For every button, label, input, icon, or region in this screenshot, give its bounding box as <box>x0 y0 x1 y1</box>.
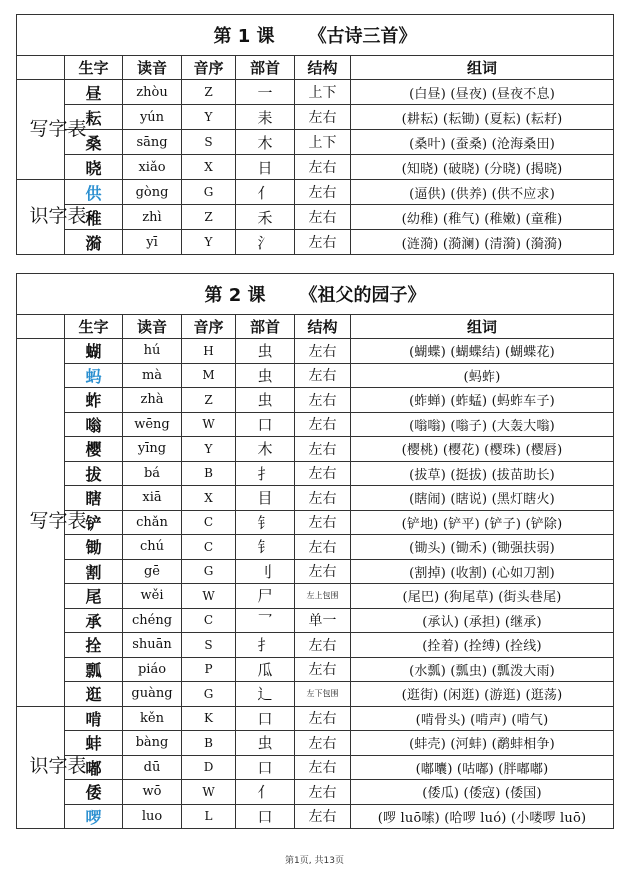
words-cell: (拴着) (拴缚) (拴线) <box>351 633 614 658</box>
radical-cell: 木 <box>236 437 295 462</box>
order-cell: K <box>182 706 236 731</box>
words-cell: (嗡嗡) (嗡子) (大轰大嗡) <box>351 412 614 437</box>
table-row <box>17 155 614 180</box>
words-cell: (割掉) (收割) (心如刀割) <box>351 559 614 584</box>
header-order: 音序 <box>182 315 236 339</box>
structure-cell: 左右 <box>295 105 351 130</box>
char-cell: 倭 <box>65 780 123 805</box>
char-cell: 拴 <box>65 633 123 658</box>
order-cell: X <box>182 155 236 180</box>
structure-cell: 左右 <box>295 180 351 205</box>
order-cell: G <box>182 180 236 205</box>
radical-cell: 虫 <box>236 363 295 388</box>
write-category: 写字表 <box>17 339 65 707</box>
pinyin-cell: xiā <box>123 486 182 511</box>
lesson-name: 《古诗三首》 <box>308 26 417 47</box>
table-row <box>17 412 614 437</box>
structure-cell: 左右 <box>295 731 351 756</box>
words-cell: (倭瓜) (倭寇) (倭国) <box>351 780 614 805</box>
radical-cell: 口 <box>236 755 295 780</box>
pinyin-cell: piáo <box>123 657 182 682</box>
order-cell: W <box>182 584 236 609</box>
order-cell: S <box>182 130 236 155</box>
pinyin-cell: hú <box>123 339 182 364</box>
char-cell: 供 <box>65 180 123 205</box>
recognize-category: 识字表 <box>17 180 65 255</box>
pinyin-cell: bá <box>123 461 182 486</box>
table-row <box>17 80 614 105</box>
pinyin-cell: chú <box>123 535 182 560</box>
words-cell: (桑叶) (蚕桑) (沧海桑田) <box>351 130 614 155</box>
pinyin-cell: luo <box>123 804 182 829</box>
table-row <box>17 706 614 731</box>
lesson-number: 第 1 课 <box>213 26 275 47</box>
structure-cell: 左右 <box>295 657 351 682</box>
table-row <box>17 755 614 780</box>
order-cell: G <box>182 682 236 707</box>
words-cell: (啰 luō嗦) (哈啰 luó) (小喽啰 luō) <box>351 804 614 829</box>
order-cell: Y <box>182 105 236 130</box>
structure-cell: 左下包围 <box>295 682 351 707</box>
pinyin-cell: yīng <box>123 437 182 462</box>
header-category <box>17 315 65 339</box>
char-cell: 耘 <box>65 105 123 130</box>
char-cell: 承 <box>65 608 123 633</box>
pinyin-cell: gē <box>123 559 182 584</box>
radical-cell: 禾 <box>236 205 295 230</box>
table-row <box>17 804 614 829</box>
header-pinyin: 读音 <box>123 56 182 80</box>
words-cell: (知晓) (破晓) (分晓) (揭晓) <box>351 155 614 180</box>
radical-cell: 瓜 <box>236 657 295 682</box>
structure-cell: 左右 <box>295 339 351 364</box>
radical-cell: 口 <box>236 804 295 829</box>
header-words: 组词 <box>351 315 614 339</box>
radical-cell: 氵 <box>236 230 295 255</box>
radical-cell: 口 <box>236 706 295 731</box>
table-row <box>17 486 614 511</box>
structure-cell: 左右 <box>295 461 351 486</box>
table-row <box>17 130 614 155</box>
words-cell: (樱桃) (樱花) (樱珠) (樱唇) <box>351 437 614 462</box>
char-cell: 割 <box>65 559 123 584</box>
pinyin-cell: chéng <box>123 608 182 633</box>
char-cell: 拔 <box>65 461 123 486</box>
order-cell: Z <box>182 388 236 413</box>
radical-cell: 亻 <box>236 780 295 805</box>
structure-cell: 左右 <box>295 363 351 388</box>
order-cell: S <box>182 633 236 658</box>
radical-cell: 亻 <box>236 180 295 205</box>
words-cell: (白昼) (昼夜) (昼夜不息) <box>351 80 614 105</box>
pinyin-cell: wēng <box>123 412 182 437</box>
order-cell: W <box>182 412 236 437</box>
words-cell: (涟漪) (漪澜) (清漪) (漪漪) <box>351 230 614 255</box>
pinyin-cell: yún <box>123 105 182 130</box>
table-row <box>17 731 614 756</box>
pinyin-cell: bàng <box>123 731 182 756</box>
radical-cell: 一 <box>236 80 295 105</box>
pinyin-cell: zhòu <box>123 80 182 105</box>
header-char: 生字 <box>65 315 123 339</box>
pinyin-cell: mà <box>123 363 182 388</box>
char-cell: 蚂 <box>65 363 123 388</box>
pinyin-cell: zhì <box>123 205 182 230</box>
table-row <box>17 461 614 486</box>
radical-cell: 耒 <box>236 105 295 130</box>
structure-cell: 左右 <box>295 412 351 437</box>
structure-cell: 左右 <box>295 230 351 255</box>
pinyin-cell: guàng <box>123 682 182 707</box>
char-cell: 啃 <box>65 706 123 731</box>
char-cell: 锄 <box>65 535 123 560</box>
structure-cell: 左右 <box>295 755 351 780</box>
header-category <box>17 56 65 80</box>
order-cell: Z <box>182 80 236 105</box>
structure-cell: 左右 <box>295 510 351 535</box>
words-cell: (蚂蚱) <box>351 363 614 388</box>
header-radical: 部首 <box>236 56 295 80</box>
pinyin-cell: zhà <box>123 388 182 413</box>
table-row <box>17 180 614 205</box>
table-row <box>17 388 614 413</box>
pinyin-cell: dū <box>123 755 182 780</box>
char-cell: 逛 <box>65 682 123 707</box>
structure-cell: 单一 <box>295 608 351 633</box>
order-cell: H <box>182 339 236 364</box>
char-cell: 昼 <box>65 80 123 105</box>
order-cell: C <box>182 608 236 633</box>
radical-cell: 刂 <box>236 559 295 584</box>
char-cell: 啰 <box>65 804 123 829</box>
words-cell: (逛街) (闲逛) (游逛) (逛荡) <box>351 682 614 707</box>
radical-cell: 虫 <box>236 339 295 364</box>
char-cell: 瞎 <box>65 486 123 511</box>
table-row <box>17 559 614 584</box>
structure-cell: 左右 <box>295 437 351 462</box>
order-cell: C <box>182 510 236 535</box>
radical-cell: 虫 <box>236 388 295 413</box>
char-cell: 蚌 <box>65 731 123 756</box>
structure-cell: 左右 <box>295 205 351 230</box>
char-cell: 樱 <box>65 437 123 462</box>
radical-cell: 木 <box>236 130 295 155</box>
order-cell: L <box>182 804 236 829</box>
structure-cell: 左右 <box>295 155 351 180</box>
table-row <box>17 657 614 682</box>
write-category: 写字表 <box>17 80 65 180</box>
char-cell: 蚱 <box>65 388 123 413</box>
pinyin-cell: wō <box>123 780 182 805</box>
words-cell: (水瓢) (瓢虫) (瓢泼大雨) <box>351 657 614 682</box>
order-cell: G <box>182 559 236 584</box>
char-cell: 晓 <box>65 155 123 180</box>
header-radical: 部首 <box>236 315 295 339</box>
radical-cell: 扌 <box>236 461 295 486</box>
radical-cell: 钅 <box>236 510 295 535</box>
order-cell: P <box>182 657 236 682</box>
pinyin-cell: kěn <box>123 706 182 731</box>
radical-cell: 尸 <box>236 584 295 609</box>
order-cell: X <box>182 486 236 511</box>
pinyin-cell: chǎn <box>123 510 182 535</box>
pinyin-cell: sāng <box>123 130 182 155</box>
words-cell: (啃骨头) (啃声) (啃气) <box>351 706 614 731</box>
header-order: 音序 <box>182 56 236 80</box>
header-words: 组词 <box>351 56 614 80</box>
order-cell: C <box>182 535 236 560</box>
order-cell: M <box>182 363 236 388</box>
words-cell: (尾巴) (狗尾草) (街头巷尾) <box>351 584 614 609</box>
char-cell: 漪 <box>65 230 123 255</box>
radical-cell: 日 <box>236 155 295 180</box>
structure-cell: 左右 <box>295 804 351 829</box>
char-cell: 嗡 <box>65 412 123 437</box>
words-cell: (蝴蝶) (蝴蝶结) (蝴蝶花) <box>351 339 614 364</box>
order-cell: Y <box>182 230 236 255</box>
words-cell: (瞎闹) (瞎说) (黑灯瞎火) <box>351 486 614 511</box>
radical-cell: 口 <box>236 412 295 437</box>
order-cell: B <box>182 731 236 756</box>
lesson-number: 第 2 课 <box>204 285 266 306</box>
table-row <box>17 205 614 230</box>
order-cell: D <box>182 755 236 780</box>
words-cell: (承认) (承担) (继承) <box>351 608 614 633</box>
table-row <box>17 510 614 535</box>
order-cell: W <box>182 780 236 805</box>
page-footer: 第1页, 共13页 <box>285 856 344 866</box>
lesson-1-table <box>16 14 614 255</box>
char-cell: 桑 <box>65 130 123 155</box>
pinyin-cell: gòng <box>123 180 182 205</box>
structure-cell: 左右 <box>295 388 351 413</box>
radical-cell: 虫 <box>236 731 295 756</box>
order-cell: Y <box>182 437 236 462</box>
structure-cell: 左右 <box>295 706 351 731</box>
char-cell: 稚 <box>65 205 123 230</box>
words-cell: (蚱蝉) (蚱蜢) (蚂蚱车子) <box>351 388 614 413</box>
lesson-2-title <box>17 274 614 315</box>
radical-cell: 乛 <box>236 608 295 633</box>
header-char: 生字 <box>65 56 123 80</box>
words-cell: (逼供) (供养) (供不应求) <box>351 180 614 205</box>
words-cell: (蚌壳) (河蚌) (鹬蚌相争) <box>351 731 614 756</box>
structure-cell: 左右 <box>295 535 351 560</box>
header-structure: 结构 <box>295 56 351 80</box>
words-cell: (拔草) (挺拔) (拔苗助长) <box>351 461 614 486</box>
table-row <box>17 633 614 658</box>
recognize-category: 识字表 <box>17 706 65 829</box>
words-cell: (幼稚) (稚气) (稚嫩) (童稚) <box>351 205 614 230</box>
structure-cell: 左右 <box>295 559 351 584</box>
table-row <box>17 230 614 255</box>
table-row <box>17 584 614 609</box>
lesson-1-title <box>17 15 614 56</box>
table-row <box>17 535 614 560</box>
pinyin-cell: shuān <box>123 633 182 658</box>
radical-cell: 钅 <box>236 535 295 560</box>
structure-cell: 上下 <box>295 80 351 105</box>
radical-cell: 辶 <box>236 682 295 707</box>
header-structure: 结构 <box>295 315 351 339</box>
table-row <box>17 437 614 462</box>
table-row <box>17 363 614 388</box>
lesson-name: 《祖父的园子》 <box>299 285 426 306</box>
words-cell: (铲地) (铲平) (铲子) (铲除) <box>351 510 614 535</box>
table-row <box>17 105 614 130</box>
structure-cell: 左右 <box>295 633 351 658</box>
table-row <box>17 339 614 364</box>
char-cell: 瓢 <box>65 657 123 682</box>
words-cell: (锄头) (锄禾) (锄强扶弱) <box>351 535 614 560</box>
words-cell: (耕耘) (耘锄) (夏耘) (耘耔) <box>351 105 614 130</box>
order-cell: B <box>182 461 236 486</box>
radical-cell: 扌 <box>236 633 295 658</box>
structure-cell: 左上包围 <box>295 584 351 609</box>
char-cell: 铲 <box>65 510 123 535</box>
structure-cell: 左右 <box>295 486 351 511</box>
char-cell: 蝴 <box>65 339 123 364</box>
radical-cell: 目 <box>236 486 295 511</box>
pinyin-cell: xiǎo <box>123 155 182 180</box>
pinyin-cell: yī <box>123 230 182 255</box>
header-pinyin: 读音 <box>123 315 182 339</box>
char-cell: 尾 <box>65 584 123 609</box>
table-row <box>17 682 614 707</box>
table-row <box>17 608 614 633</box>
structure-cell: 上下 <box>295 130 351 155</box>
order-cell: Z <box>182 205 236 230</box>
lesson-2-table <box>16 273 614 829</box>
structure-cell: 左右 <box>295 780 351 805</box>
pinyin-cell: wěi <box>123 584 182 609</box>
table-row <box>17 780 614 805</box>
words-cell: (嘟囔) (咕嘟) (胖嘟嘟) <box>351 755 614 780</box>
char-cell: 嘟 <box>65 755 123 780</box>
